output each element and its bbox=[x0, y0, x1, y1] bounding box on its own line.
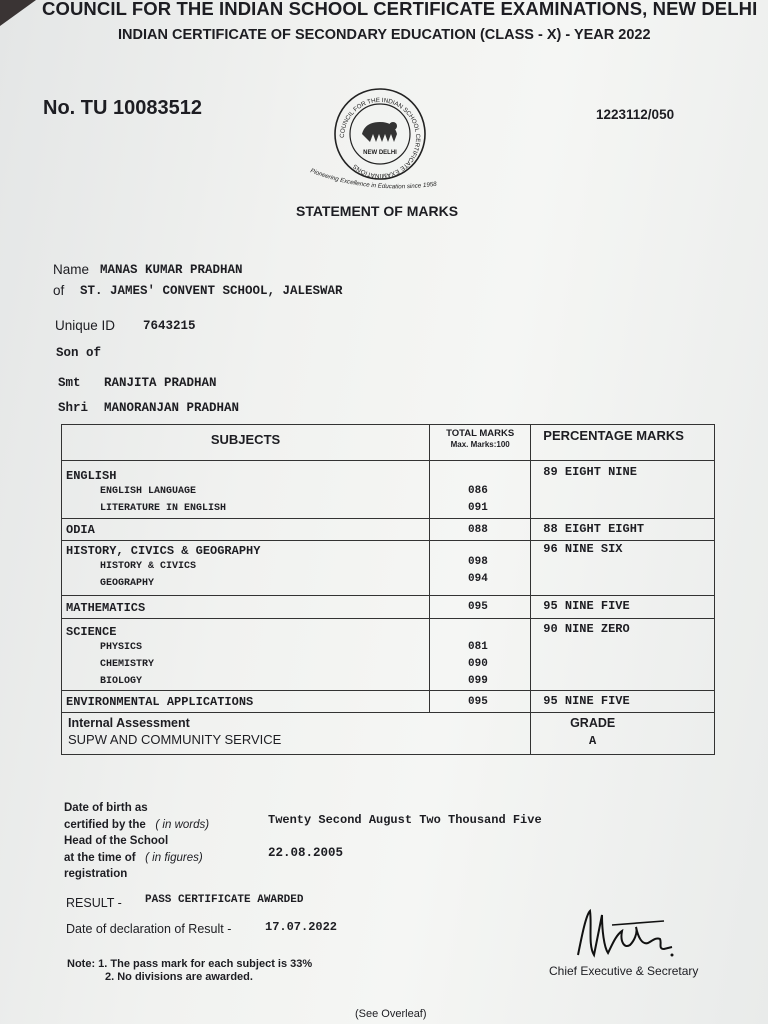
svg-text:NEW DELHI: NEW DELHI bbox=[363, 150, 397, 156]
grade-label: GRADE bbox=[570, 716, 616, 730]
note-label: Note: bbox=[67, 958, 96, 970]
subject-marks: 090 bbox=[468, 658, 488, 670]
subject-name: HISTORY, CIVICS & GEOGRAPHY bbox=[66, 544, 261, 558]
subject-marks: 094 bbox=[468, 573, 488, 585]
subject-name: MATHEMATICS bbox=[66, 601, 146, 615]
exam-subtitle: INDIAN CERTIFICATE OF SECONDARY EDUCATION (CLASS - X) - YEAR 2022 bbox=[118, 27, 651, 43]
table-row bbox=[62, 461, 715, 519]
percentage-value: 89 EIGHT NINE bbox=[543, 465, 637, 479]
subsubject-name: HISTORY & CIVICS bbox=[100, 561, 197, 572]
dob-label-line: at the time of bbox=[64, 851, 136, 864]
page-corner-shadow bbox=[0, 0, 36, 26]
subject-name: ENVIRONMENTAL APPLICATIONS bbox=[66, 695, 254, 709]
note-item: 1. The pass mark for each subject is 33% bbox=[98, 958, 313, 970]
percentage-header: PERCENTAGE MARKS bbox=[531, 425, 715, 461]
subsubject-name: LITERATURE IN ENGLISH bbox=[100, 503, 227, 514]
unique-id: 7643215 bbox=[143, 319, 196, 333]
percentage-value: 95 NINE FIVE bbox=[543, 694, 630, 708]
percentage-value: 95 NINE FIVE bbox=[543, 599, 630, 613]
son-of-label: Son of bbox=[56, 346, 102, 360]
reference-number: 1223112/050 bbox=[596, 107, 675, 122]
subject-name: SCIENCE bbox=[66, 625, 117, 639]
subject-marks: 091 bbox=[468, 502, 488, 514]
school-name: ST. JAMES' CONVENT SCHOOL, JALESWAR bbox=[80, 284, 343, 298]
dob-in-words: Twenty Second August Two Thousand Five bbox=[268, 813, 542, 827]
dob-label-line: Head of the School bbox=[64, 835, 169, 847]
see-overleaf: (See Overleaf) bbox=[355, 1008, 427, 1020]
subject-marks: 099 bbox=[468, 675, 488, 687]
council-seal-logo bbox=[280, 72, 480, 200]
notes bbox=[67, 958, 312, 984]
internal-subject: SUPW AND COMMUNITY SERVICE bbox=[68, 732, 282, 747]
subsubject-name: GEOGRAPHY bbox=[100, 578, 155, 589]
svg-text:Pioneering Excellence in Educa: Pioneering Excellence in Education since 1958 bbox=[309, 167, 438, 191]
subjects-header: SUBJECTS bbox=[62, 425, 430, 461]
signature-image bbox=[572, 905, 682, 965]
subject-marks: 081 bbox=[468, 641, 488, 653]
subject-marks: 086 bbox=[468, 485, 488, 497]
table-row bbox=[62, 619, 715, 691]
svg-text:COUNCIL FOR THE INDIAN SCHOOL: COUNCIL FOR THE INDIAN SCHOOL CERTIFICATE EXAMINATIONS bbox=[338, 96, 422, 180]
subsubject-name: PHYSICS bbox=[100, 642, 143, 653]
dob-label-line: registration bbox=[64, 868, 128, 880]
subject-marks: 095 bbox=[468, 601, 488, 613]
table-row bbox=[62, 541, 715, 596]
declaration-label: Date of declaration of Result - bbox=[66, 922, 232, 936]
subsubject-name: ENGLISH LANGUAGE bbox=[100, 486, 197, 497]
subsubject-name: BIOLOGY bbox=[100, 676, 143, 687]
table-row bbox=[62, 596, 715, 619]
mother-label: Smt bbox=[58, 376, 81, 390]
mother-name: RANJITA PRADHAN bbox=[104, 376, 217, 390]
uid-label: Unique ID bbox=[55, 318, 116, 333]
total-marks-header: TOTAL MARKS Max. Marks:100 bbox=[430, 425, 531, 461]
father-name: MANORANJAN PRADHAN bbox=[104, 401, 240, 415]
subject-marks: 095 bbox=[468, 696, 488, 708]
dob-in-figures: 22.08.2005 bbox=[268, 846, 344, 860]
school-label: of bbox=[53, 283, 65, 298]
in-figures-label: ( in figures) bbox=[145, 851, 203, 864]
council-title: COUNCIL FOR THE INDIAN SCHOOL CERTIFICATE EXAMINATIONS, NEW DELHI bbox=[42, 0, 758, 19]
percentage-value: 90 NINE ZERO bbox=[543, 622, 630, 636]
percentage-value: 88 EIGHT EIGHT bbox=[543, 522, 645, 536]
table-row bbox=[62, 691, 715, 713]
marks-table bbox=[61, 424, 715, 755]
statement-title: STATEMENT OF MARKS bbox=[296, 203, 459, 219]
result-value: PASS CERTIFICATE AWARDED bbox=[145, 894, 304, 906]
subject-name: ENGLISH bbox=[66, 469, 117, 483]
dob-label-line: Date of birth as bbox=[64, 802, 148, 814]
grade-value: A bbox=[589, 734, 597, 748]
subject-name: ODIA bbox=[66, 523, 95, 537]
table-header-row bbox=[62, 425, 715, 461]
percentage-value: 96 NINE SIX bbox=[543, 542, 623, 556]
in-words-label: ( in words) bbox=[155, 818, 210, 831]
dob-label-line: certified by the bbox=[64, 818, 146, 831]
declaration-date: 17.07.2022 bbox=[265, 920, 338, 934]
name-label: Name bbox=[53, 262, 90, 277]
internal-assessment-title: Internal Assessment bbox=[68, 716, 190, 730]
dob-labels bbox=[64, 800, 264, 883]
father-label: Shri bbox=[58, 401, 89, 415]
note-item: 2. No divisions are awarded. bbox=[105, 971, 253, 983]
signatory-title: Chief Executive & Secretary bbox=[549, 964, 699, 978]
internal-assessment-row bbox=[62, 713, 715, 755]
result-label: RESULT - bbox=[66, 896, 122, 910]
certificate-number: No. TU 10083512 bbox=[43, 97, 202, 119]
candidate-name: MANAS KUMAR PRADHAN bbox=[100, 263, 243, 277]
subsubject-name: CHEMISTRY bbox=[100, 659, 155, 670]
table-row bbox=[62, 519, 715, 541]
subject-marks: 088 bbox=[468, 524, 488, 536]
subject-marks: 098 bbox=[468, 556, 488, 568]
